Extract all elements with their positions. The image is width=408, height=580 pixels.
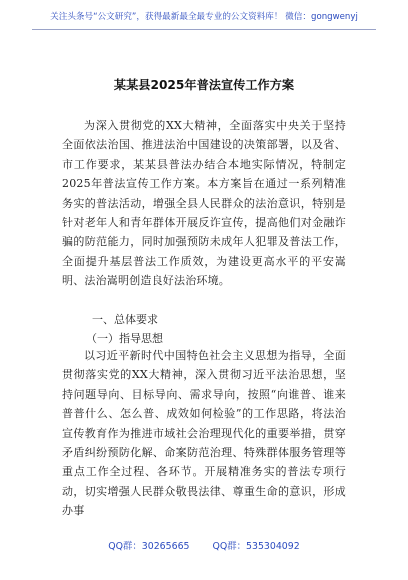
footer-qq-group-2: QQ群：535304092	[212, 541, 300, 552]
guiding-section	[62, 346, 346, 521]
footer-contacts	[0, 538, 408, 552]
document-title: 某某县2025年普法宣传工作方案	[113, 78, 295, 92]
footer-qq-group-1: QQ群：30265665	[108, 541, 190, 552]
intro-paragraph: 为深入贯彻党的XX大精神，全面落实中央关于坚持全面依法治国、推进法治中国建设的决策部署，以及省、市工作要求，某某县普法办结合本地实际情况，特制定2025年普法宣传工作方案。本方案旨在通过一系列精准务实的普法活动，增强全县人民群众的法治意识，特别是针对老年人和青年群体开展反诈宣传，提高他们对金融诈骗的防范能力，同时加强预防未成年人犯罪及普法工作，全面提升基层普法工作质效，为建设更高水平的平安嵩明、法治嵩明创造良好法治环境。	[62, 119, 346, 288]
header-promo-note: 关注头条号“公文研究”，获得最新最全最专业的公文资料库！ 微信：gongwenyj	[50, 12, 358, 22]
section-heading: 一、总体要求	[92, 313, 158, 326]
subsection-heading: （一）指导思想	[86, 332, 163, 345]
intro-section	[62, 116, 346, 291]
header-divider	[32, 29, 376, 30]
guiding-paragraph: 以习近平新时代中国特色社会主义思想为指导，全面贯彻落实党的XX大精神，深入贯彻习近平法治思想，坚持问题导向、目标导向、需求导向，按照“向谁普、谁来普普什么、怎么普、成效如何检验”的工作思路，将法治宣传教育作为推进市域社会治理现代化的重要举措，贯穿矛盾纠纷预防化解、命案防范治理、特殊群体服务管理等重点工作全过程、各环节。开展精准务实的普法专项行动，切实增强人民群众敬畏法律、尊重生命的意识，形成办事	[62, 349, 346, 518]
